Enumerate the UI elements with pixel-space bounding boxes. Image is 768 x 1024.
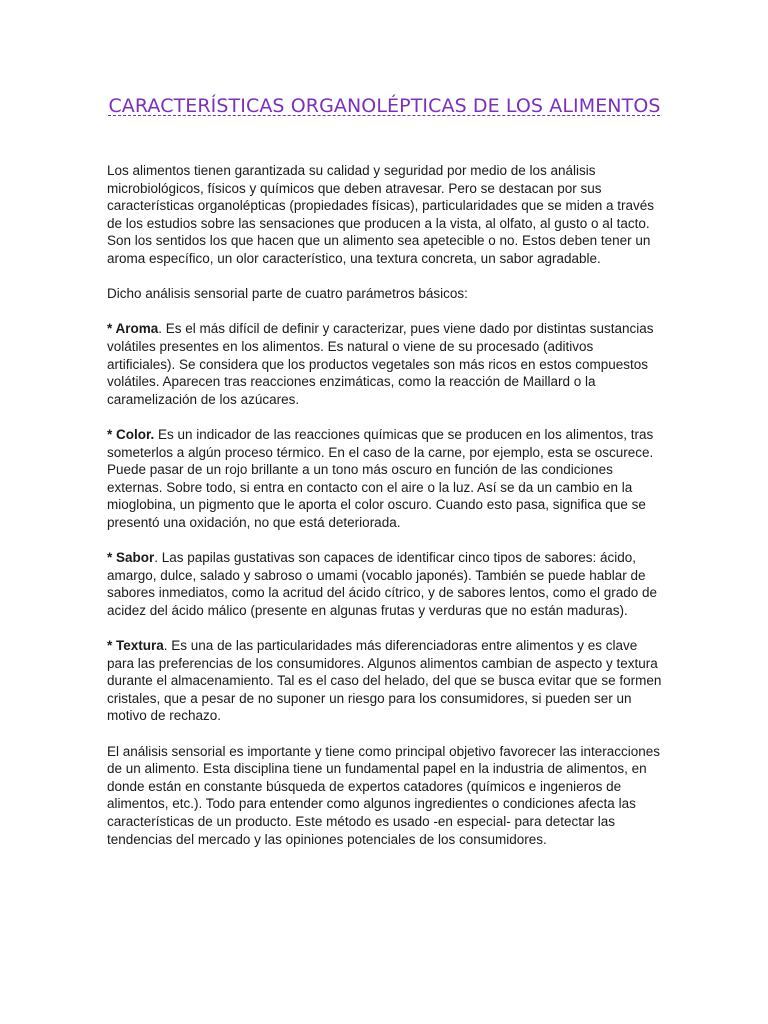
document-title: CARACTERÍSTICAS ORGANOLÉPTICAS DE LOS ALIMENTOS xyxy=(108,95,661,117)
sabor-paragraph xyxy=(107,549,662,619)
color-term: * Color. xyxy=(107,426,155,442)
color-paragraph xyxy=(107,426,662,532)
sabor-text: . Las papilas gustativas son capaces de identificar cinco tipos de sabores: ácido, amargo, dulce, salado y sabroso o umami (vocablo japonés). También se puede hablar de sabores inmediatos, como la acritud del ácido cítrico, y de sabores lentos, como el grado de acidez del ácido málico (presente en algunas frutas y verduras que no están maduras). xyxy=(107,550,658,618)
aroma-text: . Es el más difícil de definir y caracterizar, pues viene dado por distintas sustancias volátiles presentes en los alimentos. Es natural o viene de su procesado (aditivos artificiales). Se considera que los productos vegetales son más ricos en estos compuestos volátiles. Aparecen tras reacciones enzimáticas, como la reacción de Maillard o la caramelización de los azúcares. xyxy=(107,321,654,407)
intro-paragraph: Los alimentos tienen garantizada su calidad y seguridad por medio de los análisis microbiológicos, físicos y químicos que deben atravesar. Pero se destacan por sus características organolépticas (propiedades físicas), particularidades que se miden a través de los estudios sobre las sensaciones que producen a la vista, al olfato, al gusto o al tacto. Son los sentidos los que hacen que un alimento sea apetecible o no. Estos deben tener un aroma específico, un olor característico, una textura concreta, un sabor agradable. xyxy=(107,163,655,266)
aroma-paragraph xyxy=(107,320,662,408)
color-text: Es un indicador de las reacciones químicas que se producen en los alimentos, tras someterlos a algún proceso térmico. En el caso de la carne, por ejemplo, esta se oscurece. Puede pasar de un rojo brillante a un tono más oscuro en función de las condiciones externas. Sobre todo, si entra en contacto con el aire o la luz. Así se da un cambio en la mioglobina, un pigmento que le aporta el color oscuro. Cuando esto pasa, significa que se presentó una oxidación, no que está deteriorada. xyxy=(107,426,654,530)
aroma-term: * Aroma xyxy=(107,321,159,337)
sabor-term: * Sabor xyxy=(107,550,155,566)
parameters-intro-paragraph: Dicho análisis sensorial parte de cuatro parámetros básicos: xyxy=(107,286,468,302)
textura-term: * Textura xyxy=(107,638,164,654)
conclusion-paragraph: El análisis sensorial es importante y tiene como principal objetivo favorecer las interacciones de un alimento. Esta disciplina tiene un fundamental papel en la industria de alimentos, en donde están en constante búsqueda de expertos catadores (químicos e ingenieros de alimentos, etc.). Todo para entender como algunos ingredientes o condiciones afecta las características de un producto. Este método es usado -en especial- para detectar las tendencias del mercado y las opiniones potenciales de los consumidores. xyxy=(107,743,661,847)
textura-text: . Es una de las particularidades más diferenciadoras entre alimentos y es clave para las preferencias de los consumidores. Algunos alimentos cambian de aspecto y textura durante el almacenamiento. Tal es el caso del helado, del que se busca evitar que se formen cristales, que a pesar de no suponer un riesgo para los consumidores, si pueden ser un motivo de rechazo. xyxy=(107,638,662,724)
textura-paragraph xyxy=(107,637,662,725)
